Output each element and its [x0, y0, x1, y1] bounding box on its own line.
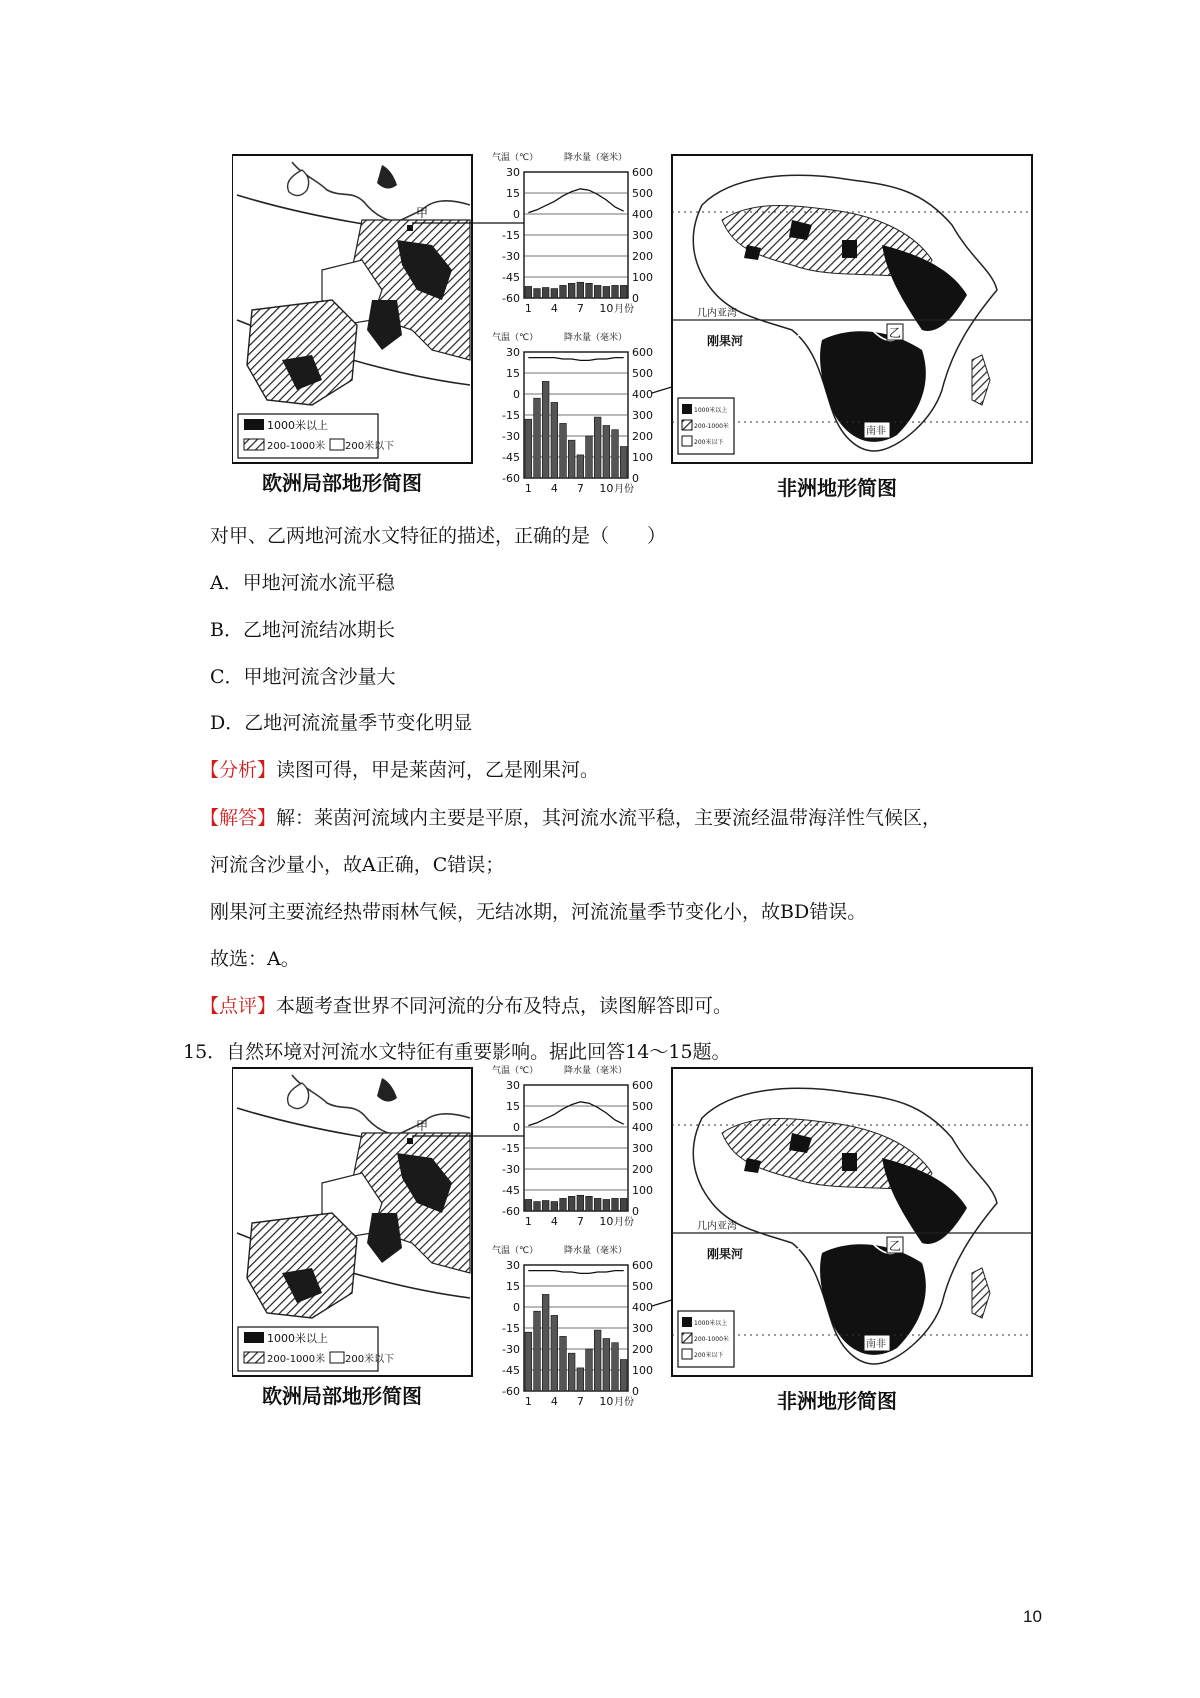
temp-tick-label: -30: [502, 430, 520, 443]
precip-bar: [568, 283, 575, 298]
temp-tick-label: -45: [502, 1184, 520, 1197]
precip-bar: [542, 381, 549, 478]
precip-bar: [586, 436, 593, 478]
legend-high-label: 1000米以上: [267, 419, 328, 432]
precip-bar: [603, 426, 610, 479]
figure-maps-bottom: [232, 1063, 1034, 1441]
month-tick-label: 10: [599, 302, 614, 315]
precip-bar: [620, 1198, 627, 1211]
precip-tick-label: 100: [632, 1184, 653, 1197]
precip-tick-label: 600: [632, 1259, 653, 1272]
month-axis-label: 月份: [614, 1397, 634, 1408]
temp-tick-label: -60: [502, 1205, 520, 1218]
precip-bar: [603, 286, 610, 298]
answer-tag: 【解答】: [200, 807, 277, 829]
temp-tick-label: 30: [506, 346, 520, 359]
precip-bar: [534, 289, 541, 298]
month-tick-label: 1: [524, 482, 532, 495]
legend-swatch-low: [330, 439, 344, 450]
label-nanfei: 南非: [866, 426, 886, 437]
precip-tick-label: 200: [632, 1163, 653, 1176]
answer-line-3: 刚果河主要流经热带雨林气候，无结冰期，河流流量季节变化小，故BD错误。: [210, 901, 867, 923]
africa-legend-mid-label: 200-1000米: [694, 1336, 729, 1343]
africa-map-title: 非洲地形简图: [777, 476, 897, 500]
month-tick-label: 1: [524, 302, 532, 315]
precip-bar: [603, 1199, 610, 1211]
precip-axis-title: 降水量（毫米）: [564, 1246, 628, 1256]
precip-tick-label: 100: [632, 1364, 653, 1377]
europe-map-title: 欧洲局部地形简图: [262, 471, 422, 495]
africa-legend-swatch-mid: [682, 420, 692, 430]
precip-tick-label: 300: [632, 409, 653, 422]
temp-tick-label: -45: [502, 271, 520, 284]
europe-map-title: 欧洲局部地形简图: [262, 1384, 422, 1408]
precip-bar: [551, 1315, 558, 1391]
temp-axis-title: 气温（℃）: [492, 1066, 539, 1076]
precip-bar: [594, 1330, 601, 1391]
temp-tick-label: -15: [502, 1142, 520, 1155]
month-axis-label: 月份: [614, 304, 634, 315]
temp-tick-label: -60: [502, 472, 520, 485]
month-tick-label: 4: [550, 1215, 558, 1228]
option-c: C．甲地河流含沙量大: [210, 666, 396, 688]
africa-legend-swatch-low: [682, 436, 692, 446]
precip-bar: [542, 1294, 549, 1391]
label-jia: 甲: [416, 206, 429, 220]
month-tick-label: 4: [550, 1395, 558, 1408]
precip-tick-label: 0: [632, 1205, 639, 1218]
precip-axis-title: 降水量（毫米）: [564, 153, 628, 163]
precip-bar: [534, 1311, 541, 1391]
precip-bar: [525, 419, 532, 478]
month-tick-label: 10: [599, 1395, 614, 1408]
precip-bar: [560, 1336, 567, 1391]
precip-bar: [620, 285, 627, 298]
precip-tick-label: 100: [632, 271, 653, 284]
temp-tick-label: 0: [513, 1121, 520, 1134]
africa-map: [672, 1068, 1032, 1413]
temp-tick-label: 15: [506, 1100, 520, 1113]
temp-tick-label: 0: [513, 1301, 520, 1314]
precip-tick-label: 100: [632, 451, 653, 464]
precip-tick-label: 500: [632, 1100, 653, 1113]
climate-chart-甲: [492, 1064, 653, 1228]
legend-mid-label: 200-1000米: [267, 1354, 326, 1365]
question14-stem: 对甲、乙两地河流水文特征的描述，正确的是（ ）: [210, 525, 667, 547]
precip-tick-label: 400: [632, 1121, 653, 1134]
month-tick-label: 4: [550, 302, 558, 315]
temp-tick-label: -30: [502, 1343, 520, 1356]
africa-map: [672, 155, 1032, 500]
temp-tick-label: -15: [502, 1322, 520, 1335]
precip-tick-label: 600: [632, 1079, 653, 1092]
precip-bar: [586, 1349, 593, 1391]
temp-tick-label: 30: [506, 166, 520, 179]
precip-bar: [577, 1368, 584, 1391]
legend-high-label: 1000米以上: [267, 1332, 328, 1345]
precip-tick-label: 600: [632, 346, 653, 359]
temp-axis-title: 气温（℃）: [492, 333, 539, 343]
temp-tick-label: 0: [513, 388, 520, 401]
africa-legend-swatch-high: [682, 1317, 692, 1327]
option-d: D．乙地河流流量季节变化明显: [210, 712, 473, 734]
africa-legend-swatch-mid: [682, 1333, 692, 1343]
temp-tick-label: 15: [506, 187, 520, 200]
precip-tick-label: 400: [632, 208, 653, 221]
question15-stem: 15．自然环境对河流水文特征有重要影响。据此回答14～15题。: [183, 1041, 731, 1063]
precip-bar: [534, 1202, 541, 1211]
temp-axis-title: 气温（℃）: [492, 1246, 539, 1256]
precip-bar: [577, 282, 584, 298]
month-tick-label: 1: [524, 1395, 532, 1408]
africa-legend-high-label: 1000米以上: [694, 1320, 728, 1327]
precip-bar: [577, 455, 584, 478]
temp-tick-label: -45: [502, 1364, 520, 1377]
answer-choice: 故选：A。: [210, 948, 300, 970]
precip-bar: [612, 1343, 619, 1391]
temp-axis-title: 气温（℃）: [492, 153, 539, 163]
africa-legend: [678, 1311, 734, 1367]
africa-legend-swatch-high: [682, 404, 692, 414]
precip-tick-label: 500: [632, 1280, 653, 1293]
precip-axis-title: 降水量（毫米）: [564, 333, 628, 343]
precip-bar: [594, 1198, 601, 1211]
precip-bar: [542, 288, 549, 299]
precip-bar: [560, 423, 567, 478]
precip-bar: [586, 283, 593, 298]
africa-legend-mid-label: 200-1000米: [694, 423, 729, 430]
precip-tick-label: 300: [632, 1142, 653, 1155]
precip-bar: [551, 1202, 558, 1211]
temp-tick-label: -60: [502, 1385, 520, 1398]
analysis-text: 读图可得，甲是莱茵河，乙是刚果河。: [276, 759, 600, 781]
comment-line: [200, 995, 732, 1017]
africa-legend: [678, 398, 734, 454]
precip-tick-label: 600: [632, 166, 653, 179]
precip-bar: [594, 417, 601, 478]
temp-tick-label: -45: [502, 451, 520, 464]
label-yi: 乙: [889, 1239, 902, 1253]
figure-svg: [232, 150, 1034, 528]
month-axis-label: 月份: [614, 484, 634, 495]
label-jia: 甲: [416, 1119, 429, 1133]
precip-bar: [525, 286, 532, 298]
comment-text: 本题考查世界不同河流的分布及特点，读图解答即可。: [276, 995, 733, 1017]
africa-map-title: 非洲地形简图: [777, 1389, 897, 1413]
africa-legend-low-label: 200米以下: [694, 439, 724, 446]
month-tick-label: 4: [550, 482, 558, 495]
legend-swatch-mid: [244, 1352, 264, 1363]
temp-tick-label: -30: [502, 1163, 520, 1176]
month-axis-label: 月份: [614, 1217, 634, 1228]
figure-svg: [232, 1063, 1034, 1441]
climate-chart-甲: [492, 151, 653, 315]
climate-chart-乙: [492, 331, 653, 495]
precip-bar: [568, 440, 575, 478]
temp-tick-label: 15: [506, 1280, 520, 1293]
europe-legend: [238, 414, 394, 458]
precip-bar: [594, 285, 601, 298]
month-tick-label: 10: [599, 482, 614, 495]
city-mark: [407, 1138, 413, 1144]
month-tick-label: 1: [524, 1215, 532, 1228]
precip-tick-label: 400: [632, 388, 653, 401]
precip-bar: [586, 1196, 593, 1211]
precip-bar: [568, 1353, 575, 1391]
temp-tick-label: -15: [502, 409, 520, 422]
precip-tick-label: 200: [632, 1343, 653, 1356]
precip-bar: [560, 1198, 567, 1211]
legend-swatch-high: [244, 419, 264, 430]
precip-bar: [542, 1201, 549, 1212]
legend-swatch-high: [244, 1332, 264, 1343]
precip-bar: [551, 402, 558, 478]
month-tick-label: 10: [599, 1215, 614, 1228]
precip-bar: [560, 285, 567, 298]
label-guinea-bay: 几内亚湾: [697, 1221, 737, 1232]
temp-tick-label: -30: [502, 250, 520, 263]
precip-bar: [620, 447, 627, 479]
city-mark: [407, 225, 413, 231]
legend-low-label: 200米以下: [345, 1354, 395, 1365]
page-number: 10: [1023, 1607, 1042, 1626]
legend-low-label: 200米以下: [345, 441, 395, 452]
precip-tick-label: 0: [632, 1385, 639, 1398]
label-congo-river: 刚果河: [707, 1247, 744, 1261]
precip-bar: [568, 1196, 575, 1211]
europe-map: [232, 1068, 472, 1408]
precip-bar: [551, 289, 558, 298]
answer-text-1: 解：莱茵河流域内主要是平原，其河流水流平稳，主要流经温带海洋性气候区，: [276, 807, 942, 829]
precip-tick-label: 500: [632, 367, 653, 380]
month-tick-label: 7: [576, 482, 584, 495]
analysis-line: [200, 759, 599, 781]
africa-legend-high-label: 1000米以上: [694, 407, 728, 414]
analysis-tag: 【分析】: [200, 759, 277, 781]
label-congo-river: 刚果河: [707, 334, 744, 348]
precip-tick-label: 0: [632, 292, 639, 305]
label-guinea-bay: 几内亚湾: [697, 308, 737, 319]
temp-tick-label: 30: [506, 1259, 520, 1272]
temp-tick-label: -15: [502, 229, 520, 242]
legend-swatch-low: [330, 1352, 344, 1363]
precip-bar: [534, 398, 541, 478]
answer-line-2: 河流含沙量小，故A正确，C错误；: [210, 854, 505, 876]
precip-bar: [525, 1199, 532, 1211]
legend-mid-label: 200-1000米: [267, 441, 326, 452]
precip-tick-label: 200: [632, 250, 653, 263]
precip-axis-title: 降水量（毫米）: [564, 1066, 628, 1076]
option-a: A．甲地河流水流平稳: [210, 572, 395, 594]
temp-tick-label: 15: [506, 367, 520, 380]
month-tick-label: 7: [576, 1215, 584, 1228]
temp-tick-label: 0: [513, 208, 520, 221]
precip-bar: [612, 1198, 619, 1211]
label-nanfei: 南非: [866, 1339, 886, 1350]
precip-tick-label: 200: [632, 430, 653, 443]
precip-tick-label: 0: [632, 472, 639, 485]
precip-bar: [612, 285, 619, 298]
precip-bar: [525, 1332, 532, 1391]
precip-bar: [612, 430, 619, 478]
precip-tick-label: 500: [632, 187, 653, 200]
europe-legend: [238, 1327, 394, 1371]
comment-tag: 【点评】: [200, 995, 277, 1017]
precip-bar: [577, 1195, 584, 1211]
africa-legend-low-label: 200米以下: [694, 1352, 724, 1359]
month-tick-label: 7: [576, 1395, 584, 1408]
precip-tick-label: 300: [632, 229, 653, 242]
label-yi: 乙: [889, 326, 902, 340]
figure-maps-top: [232, 150, 1034, 528]
precip-tick-label: 300: [632, 1322, 653, 1335]
europe-map: [232, 155, 472, 495]
answer-line-1: [200, 807, 941, 829]
temp-tick-label: 30: [506, 1079, 520, 1092]
temp-tick-label: -60: [502, 292, 520, 305]
precip-bar: [603, 1339, 610, 1392]
month-tick-label: 7: [576, 302, 584, 315]
africa-legend-swatch-low: [682, 1349, 692, 1359]
climate-chart-乙: [492, 1244, 653, 1408]
precip-bar: [620, 1360, 627, 1392]
option-b: B．乙地河流结冰期长: [210, 619, 395, 641]
precip-tick-label: 400: [632, 1301, 653, 1314]
legend-swatch-mid: [244, 439, 264, 450]
